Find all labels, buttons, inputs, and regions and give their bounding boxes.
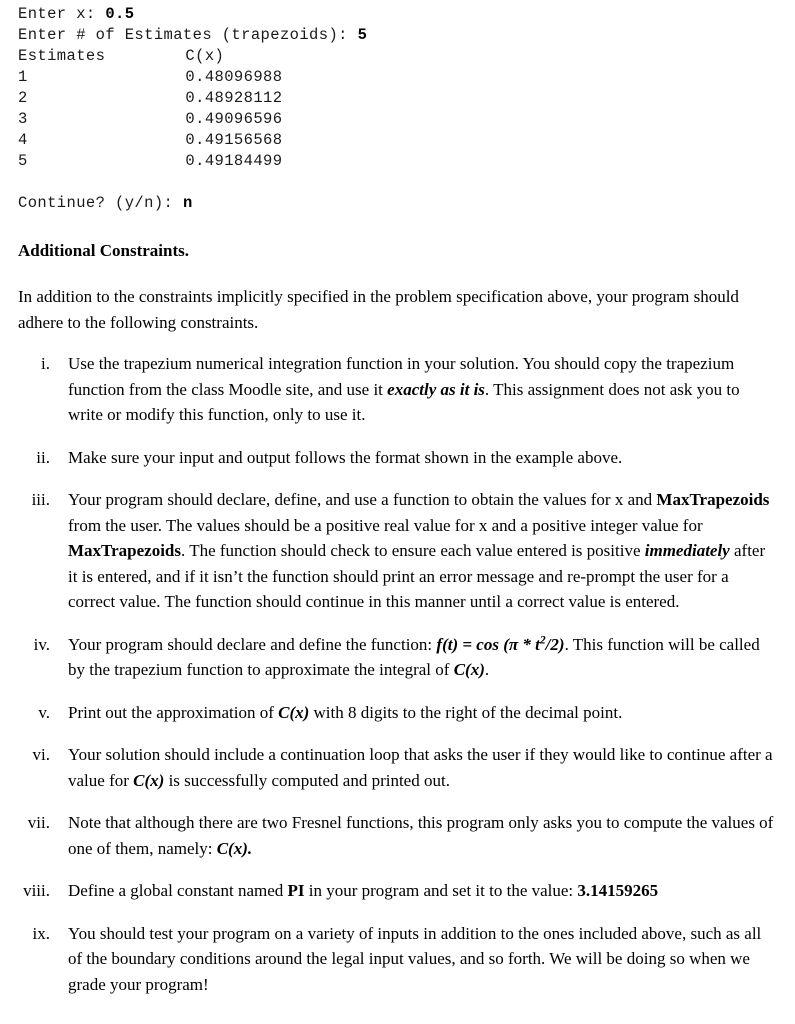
row-cx-value: 0.48096988	[185, 68, 283, 86]
row-estimate-number: 1	[18, 68, 28, 86]
list-item-iv	[0, 632, 795, 683]
enter-x-value: 0.5	[105, 5, 135, 23]
list-item-text	[68, 354, 740, 424]
list-item-vi	[0, 742, 795, 793]
intro-paragraph: In addition to the constraints implicitly specified in the problem specification above, your program should adhere to the following constraints.	[18, 287, 739, 332]
enter-estimates-value: 5	[357, 26, 368, 44]
item-vii-part1: Note that although there are two Fresnel functions, this program only asks you to compute the values of one of them, namely:	[68, 813, 774, 858]
table-row	[18, 88, 367, 109]
list-numeral: ix.	[32, 923, 50, 943]
item-iv-formula	[436, 632, 565, 654]
list-item-text	[68, 813, 773, 858]
item-iii-emphasis-maxtrapezoids-2: MaxTrapezoids	[68, 541, 182, 560]
list-item-v	[0, 700, 795, 726]
row-cx-value: 0.49184499	[185, 152, 283, 170]
list-item-ii	[0, 445, 795, 471]
list-item-viii	[0, 878, 795, 904]
page-title: Additional Constraints.	[18, 241, 189, 260]
terminal-table-header	[18, 46, 367, 67]
enter-x-label: Enter x:	[18, 5, 106, 23]
row-estimate-number: 3	[18, 110, 28, 128]
item-iv-part3: .	[484, 660, 490, 679]
item-viii-pi-value: 3.14159265	[577, 881, 659, 900]
document-body	[0, 240, 795, 997]
item-i-part1: Use the trapezium numerical integration function in your solution. You should copy the trapezium function from the class Moodle site, and use it	[68, 354, 735, 399]
continue-prompt-label: Continue? (y/n):	[18, 194, 183, 212]
item-iii-emphasis-maxtrapezoids: MaxTrapezoids	[656, 490, 770, 509]
list-numeral: vii.	[27, 813, 50, 832]
row-cx-value: 0.49156568	[185, 131, 283, 149]
table-row	[18, 151, 367, 172]
formula-right: /2)	[545, 634, 565, 654]
terminal-line-enter-estimates	[18, 25, 367, 46]
list-numeral: ii.	[36, 447, 50, 467]
terminal-line-continue	[18, 193, 367, 214]
item-vi-part1: Your solution should include a continuation loop that asks the user if they would like to continue after a value for	[68, 745, 773, 790]
list-item-text	[68, 881, 658, 900]
item-iii-part4: after it is entered, and if it isn’t the function should print an error message and re-prompt the user for a correct value. The function should continue in this manner until a correct value is entered.	[68, 541, 766, 611]
item-i-emphasis: exactly as it is	[387, 379, 485, 399]
list-item-text: You should test your program on a variety of inputs in addition to the ones included above, such as all of the boundary conditions around the legal input values, and so forth. We will be doing so when we grade your program!	[68, 923, 762, 994]
list-item-vii	[0, 810, 795, 861]
table-row	[18, 109, 367, 130]
item-viii-part2: in your program and set it to the value:	[304, 881, 578, 900]
item-iii-part3: . The function should check to ensure each value entered is positive	[181, 541, 645, 560]
item-vii-emphasis-cx: C(x).	[216, 838, 253, 858]
table-row	[18, 130, 367, 151]
row-cx-value: 0.49096596	[185, 110, 283, 128]
item-iv-emphasis-cx: C(x)	[453, 660, 485, 679]
list-numeral: viii.	[23, 881, 50, 900]
list-numeral: vi.	[32, 745, 50, 764]
list-item-text	[68, 703, 622, 722]
list-numeral: iii.	[31, 490, 50, 509]
item-v-emphasis-cx: C(x)	[278, 702, 310, 722]
item-iv-part2: . This function will be called by the trapezium function to approximate the integral of	[68, 634, 760, 679]
row-estimate-number: 2	[18, 89, 28, 107]
terminal-line-enter-x	[18, 4, 367, 25]
item-i-part2: . This assignment does not ask you to write or modify this function, only to use it.	[68, 379, 740, 424]
item-viii-emphasis-pi: PI	[287, 881, 305, 900]
table-header-estimates: Estimates	[18, 47, 106, 65]
item-vi-part2: is successfully computed and printed out.	[164, 770, 450, 790]
list-item-text	[68, 745, 773, 790]
list-item-i	[0, 351, 795, 428]
constraints-list	[0, 351, 795, 997]
list-numeral: v.	[38, 702, 50, 722]
item-viii-part1: Define a global constant named	[68, 881, 288, 900]
item-vi-emphasis-cx: C(x)	[133, 770, 165, 790]
enter-estimates-label: Enter # of Estimates (trapezoids):	[18, 26, 358, 44]
table-row	[18, 67, 367, 88]
list-item-ix	[0, 921, 795, 998]
item-iii-part2: from the user. The values should be a positive real value for x and a positive integer value for	[68, 515, 703, 535]
list-item-text: Make sure your input and output follows the format shown in the example above.	[68, 447, 623, 467]
list-numeral: i.	[41, 354, 50, 373]
row-estimate-number: 5	[18, 152, 28, 170]
formula-superscript: 2	[539, 632, 546, 646]
list-item-text	[68, 490, 769, 611]
item-v-part2: with 8 digits to the right of the decimal point.	[309, 702, 623, 722]
list-item-iii	[0, 487, 795, 615]
item-v-part1: Print out the approximation of	[68, 702, 279, 722]
item-iii-part1: Your program should declare, define, and use a function to obtain the values for x and	[68, 490, 657, 509]
item-iii-emphasis-immediately: immediately	[644, 541, 730, 560]
row-estimate-number: 4	[18, 131, 28, 149]
list-numeral: iv.	[33, 634, 50, 654]
terminal-output-block	[18, 4, 367, 214]
list-item-text	[68, 632, 760, 680]
table-header-cx: C(x)	[185, 47, 225, 65]
formula-left: f(t) = cos (π * t	[436, 634, 540, 654]
continue-prompt-value: n	[182, 194, 193, 212]
terminal-blank-line	[18, 172, 367, 193]
item-iv-part1: Your program should declare and define the function:	[68, 634, 437, 654]
row-cx-value: 0.48928112	[185, 89, 283, 107]
